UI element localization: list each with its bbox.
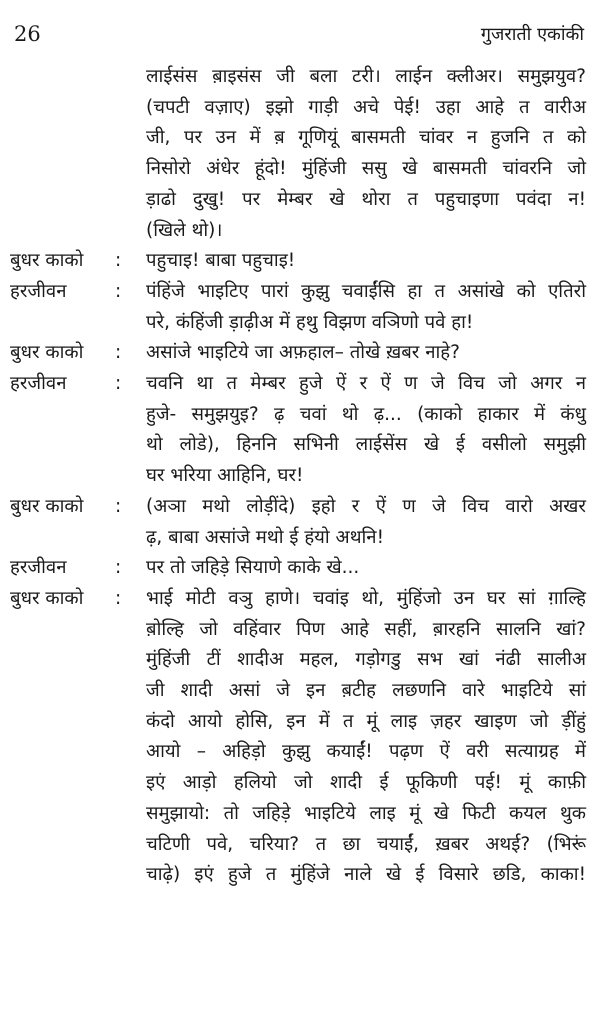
speaker-name: बुधर काको (10, 587, 84, 609)
speaker-name: बुधर काको (10, 495, 84, 517)
dialogue-text: जी शादी असां जे इन ब़टीह लछणनि वारे भाइटिये सां (146, 680, 586, 701)
dialogue-text: ब़ोल्हि जो वहिंवार पिण आहे सहीं, ब़ारहनि सालनि खां? (146, 618, 586, 640)
speaker-name: बुधर काको (10, 250, 84, 272)
speaker-name: हरजीवन (10, 373, 67, 394)
dialogue-text: मुंहिंजी टीं शादीअ महल, गड़ोगडु सभ खां नंढी सालीअ (146, 649, 586, 671)
text-line (0, 860, 600, 890)
dialogue-text: कंदो आयो होसि, इन में त मूं लाइ ज़हर खाइण जो ड़ींहुं (146, 710, 586, 732)
speaker-colon: : (115, 495, 122, 517)
speaker-colon: : (115, 373, 122, 394)
text-line (0, 645, 600, 675)
speaker-name: बुधर काको (10, 342, 84, 364)
dialogue-text: असांजे भाइटिये जा अफ़हाल– तोखे ख़बर नाहे? (146, 342, 460, 364)
text-line (0, 400, 600, 430)
dialogue-text: आयो – अहिड़ो कुझु कयाईं! पढ़ण ऐं वरी सत्याग्रह में (146, 741, 586, 763)
speaker-name: हरजीवन (10, 280, 67, 302)
dialogue-text: इएं आड़ो हलियो जो शादी ई फूकिणी पई! मूं काफ़ी (146, 772, 586, 794)
text-line (0, 737, 600, 767)
text-line (0, 123, 600, 153)
dialogue-text: थो लोडे), हिननि सभिनी लाईसेंस खे ई वसीलो समुझी (146, 434, 586, 456)
speaker-colon: : (115, 557, 122, 579)
dialogue-text: भाई मोटी वञु हाणे। चवांइ थो, मुंहिंजो उन घर सां ग़ाल्हि (146, 587, 586, 609)
text-line (0, 584, 600, 614)
text-line (0, 154, 600, 184)
dialogue-text: ड़ाढो दुखु! पर मेम्बर खे थोरा त पहुचाइणा पवंदा न! (146, 188, 586, 210)
text-line (0, 277, 600, 307)
dialogue-text: चवनि था त मेम्बर हुजे ऐं र ऐं ण जे विच जो अगर न (146, 373, 586, 394)
text-line (0, 185, 600, 215)
text-line (0, 830, 600, 860)
dialogue-text: चटिणी पवे, चरिया? त छा चयाईं, ख़बर अथई? (भिरूं (146, 833, 586, 855)
page-header (0, 22, 600, 54)
text-line (0, 430, 600, 460)
text-line (0, 523, 600, 553)
speaker-colon: : (115, 280, 122, 302)
speaker-name: हरजीवन (10, 557, 67, 579)
dialogue-text: हुजे- समुझयुइ? ढ़ चवां थो ढ़... (काको हाकार में कंधु (146, 403, 586, 425)
text-line (0, 799, 600, 829)
speaker-colon: : (115, 250, 122, 272)
text-line (0, 62, 600, 92)
dialogue-text: ढ़, बाबा असांजे मथो ई हंयो अथनि! (146, 526, 384, 548)
dialogue-text: चाढ़े) इएं हुजे त मुंहिंजे नाले खे ई विसारे छडि, काका! (146, 864, 586, 886)
dialogue-text: पहुचाइ! बाबा पहुचाइ! (146, 250, 296, 272)
dialogue-text: घर भरिया आहिनि, घर! (146, 465, 304, 487)
text-line (0, 676, 600, 706)
dialogue-text: (खिले थो)। (146, 219, 223, 241)
text-line (0, 338, 600, 368)
dialogue-text: निसोरो अंधेर हूंदो! मुंहिंजी ससु खे बासमती चांवरनि जो (146, 158, 586, 180)
text-line (0, 216, 600, 246)
speaker-colon: : (115, 587, 122, 609)
dialogue-text: (अञा मथो लोड़ींदे) इहो र ऐं ण जे विच वारो अखर (146, 495, 586, 517)
text-line (0, 461, 600, 491)
text-line (0, 93, 600, 123)
dialogue-text: पंहिंजे भाइटिए पारां कुझु चवाईंसि हा त असांखे को एतिरो (146, 280, 586, 302)
dialogue-text: परे, कंहिंजी ड़ाढ़ीअ में हथु विझण वञिणो पवे हा! (146, 311, 474, 333)
text-line (0, 768, 600, 798)
text-line (0, 707, 600, 737)
text-line (0, 553, 600, 583)
text-line (0, 615, 600, 645)
running-title: गुजराती एकांकी (480, 24, 584, 45)
speaker-colon: : (115, 342, 122, 364)
text-line (0, 492, 600, 522)
dialogue-text: पर तो जहिड़े सियाणे काके खे... (146, 557, 360, 579)
dialogue-text: जी, पर उन में ब़ गूणियूं बासमती चांवर न हुजनि त को (146, 127, 586, 149)
dialogue-text: समुझायो: तो जहिड़े भाइटिये लाइ मूं खे फिटी कयल थुक (146, 802, 586, 824)
text-line (0, 246, 600, 276)
page-number: 26 (14, 22, 41, 46)
text-line (0, 369, 600, 399)
text-line (0, 308, 600, 338)
dialogue-text: (चपटी वज़ाए) इझो गाड़ी अचे पेई! उहा आहे त वारीअ (146, 96, 586, 118)
dialogue-text: लाईसंस ब़ाइसंस जी बला टरी। लाईन क्लीअर। समुझयुव? (146, 66, 586, 87)
